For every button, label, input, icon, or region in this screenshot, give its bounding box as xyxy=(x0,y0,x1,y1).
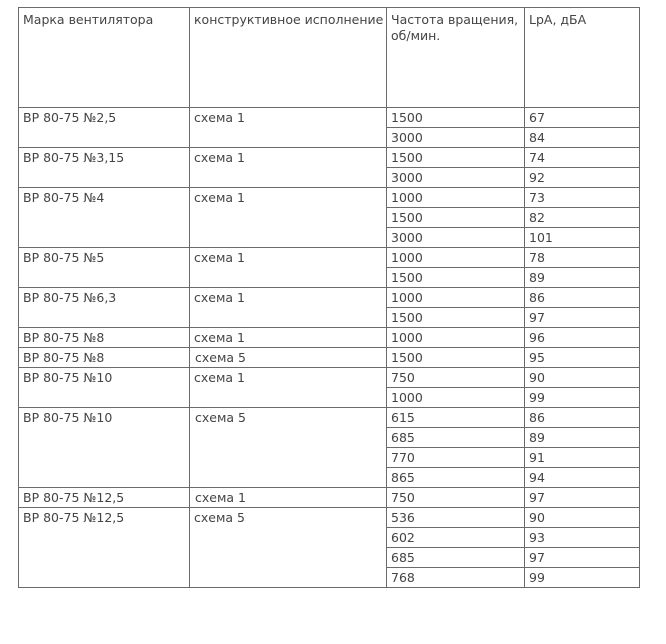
cell-noise: 97 xyxy=(525,548,640,568)
cell-model: ВР 80-75 №10 xyxy=(19,408,190,488)
header-row xyxy=(19,8,640,108)
cell-design: схема 1 xyxy=(190,148,387,188)
cell-model: ВР 80-75 №12,5 xyxy=(19,488,190,508)
cell-noise: 99 xyxy=(525,568,640,588)
cell-noise: 86 xyxy=(525,408,640,428)
table-row xyxy=(19,328,640,348)
cell-noise: 90 xyxy=(525,508,640,528)
cell-design: схема 1 xyxy=(190,328,387,348)
cell-design: схема 1 xyxy=(190,288,387,328)
cell-design: схема 5 xyxy=(190,508,387,588)
cell-model: ВР 80-75 №6,3 xyxy=(19,288,190,328)
cell-noise: 89 xyxy=(525,428,640,448)
cell-speed: 3000 xyxy=(387,228,525,248)
cell-model: ВР 80-75 №3,15 xyxy=(19,148,190,188)
cell-noise: 78 xyxy=(525,248,640,268)
table-row xyxy=(19,288,640,308)
cell-speed: 1000 xyxy=(387,248,525,268)
cell-design: схема 1 xyxy=(190,488,387,508)
cell-model: ВР 80-75 №8 xyxy=(19,348,190,368)
table-row xyxy=(19,488,640,508)
cell-noise: 67 xyxy=(525,108,640,128)
cell-speed: 1000 xyxy=(387,388,525,408)
table-row xyxy=(19,248,640,268)
header-model: Марка вентилятора xyxy=(19,8,190,108)
cell-model: ВР 80-75 №10 xyxy=(19,368,190,408)
cell-model: ВР 80-75 №5 xyxy=(19,248,190,288)
cell-noise: 84 xyxy=(525,128,640,148)
cell-model: ВР 80-75 №2,5 xyxy=(19,108,190,148)
cell-noise: 97 xyxy=(525,308,640,328)
cell-design: схема 1 xyxy=(190,108,387,148)
table-row xyxy=(19,148,640,168)
cell-noise: 82 xyxy=(525,208,640,228)
cell-noise: 74 xyxy=(525,148,640,168)
cell-speed: 1500 xyxy=(387,108,525,128)
table-body xyxy=(19,108,640,588)
cell-noise: 89 xyxy=(525,268,640,288)
cell-noise: 96 xyxy=(525,328,640,348)
cell-speed: 750 xyxy=(387,488,525,508)
header-speed: Частота вращения, об/мин. xyxy=(387,8,525,108)
table-row xyxy=(19,368,640,388)
cell-speed: 3000 xyxy=(387,168,525,188)
cell-noise: 73 xyxy=(525,188,640,208)
table-row xyxy=(19,408,640,428)
cell-speed: 3000 xyxy=(387,128,525,148)
cell-noise: 93 xyxy=(525,528,640,548)
table-row xyxy=(19,188,640,208)
cell-design: схема 1 xyxy=(190,368,387,408)
cell-speed: 685 xyxy=(387,548,525,568)
cell-speed: 750 xyxy=(387,368,525,388)
cell-model: ВР 80-75 №4 xyxy=(19,188,190,248)
cell-speed: 1500 xyxy=(387,148,525,168)
cell-speed: 685 xyxy=(387,428,525,448)
cell-noise: 95 xyxy=(525,348,640,368)
cell-model: ВР 80-75 №12,5 xyxy=(19,508,190,588)
cell-speed: 1500 xyxy=(387,268,525,288)
cell-noise: 91 xyxy=(525,448,640,468)
cell-speed: 1500 xyxy=(387,208,525,228)
cell-design: схема 1 xyxy=(190,248,387,288)
cell-noise: 86 xyxy=(525,288,640,308)
cell-noise: 92 xyxy=(525,168,640,188)
cell-noise: 90 xyxy=(525,368,640,388)
cell-speed: 1000 xyxy=(387,188,525,208)
cell-speed: 615 xyxy=(387,408,525,428)
cell-design: схема 1 xyxy=(190,188,387,248)
table-row xyxy=(19,508,640,528)
cell-speed: 1500 xyxy=(387,308,525,328)
cell-speed: 602 xyxy=(387,528,525,548)
cell-speed: 1000 xyxy=(387,288,525,308)
cell-speed: 1000 xyxy=(387,328,525,348)
cell-noise: 97 xyxy=(525,488,640,508)
cell-speed: 536 xyxy=(387,508,525,528)
header-noise: LpA, дБА xyxy=(525,8,640,108)
table-row xyxy=(19,108,640,128)
cell-speed: 768 xyxy=(387,568,525,588)
cell-noise: 99 xyxy=(525,388,640,408)
cell-model: ВР 80-75 №8 xyxy=(19,328,190,348)
cell-speed: 1500 xyxy=(387,348,525,368)
cell-noise: 101 xyxy=(525,228,640,248)
cell-design: схема 5 xyxy=(190,348,387,368)
cell-speed: 865 xyxy=(387,468,525,488)
cell-speed: 770 xyxy=(387,448,525,468)
fan-noise-table xyxy=(18,7,640,588)
cell-design: схема 5 xyxy=(190,408,387,488)
header-design: конструктивное исполнение xyxy=(190,8,387,108)
cell-noise: 94 xyxy=(525,468,640,488)
table-row xyxy=(19,348,640,368)
